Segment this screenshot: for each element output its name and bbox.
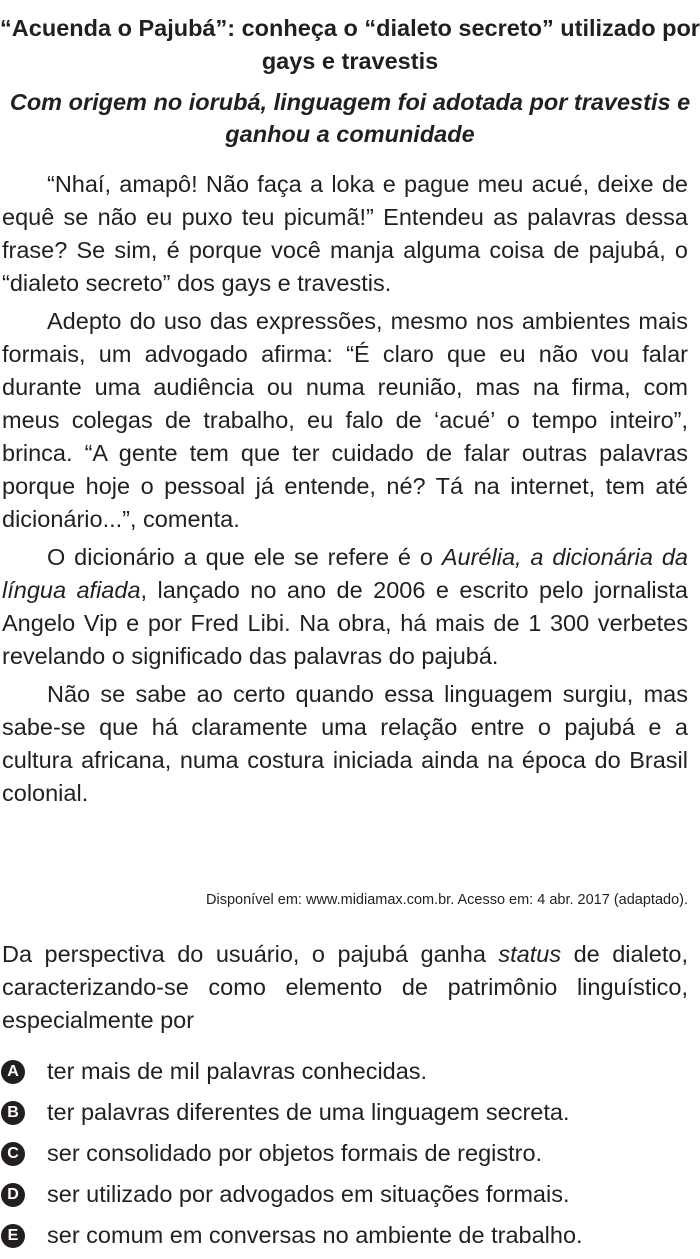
answer-option-a[interactable] xyxy=(0,1051,700,1092)
answer-option-d[interactable] xyxy=(0,1174,700,1215)
option-letter-badge: C xyxy=(1,1142,25,1166)
option-text: ser utilizado por advogados em situações formais. xyxy=(47,1181,570,1207)
question-stem xyxy=(2,938,688,1037)
option-letter-badge: A xyxy=(1,1060,25,1084)
option-text: ser comum em conversas no ambiente de trabalho. xyxy=(47,1222,583,1248)
article-paragraph-1: “Nhaí, amapô! Não faça a loka e pague meu acué, deixe de equê se não eu puxo teu picumã!” Entendeu as palavras dessa frase? Se sim, é porque você manja alguma coisa de pajubá, o “dialeto secreto” dos gays e travestis. xyxy=(2,171,688,296)
source-citation: Disponível em: www.midiamax.com.br. Acesso em: 4 abr. 2017 (adaptado). xyxy=(206,892,688,908)
paragraph-3-text-after: , lançado no ano de 2006 e escrito pelo jornalista Angelo Vip e por Fred Libi. Na obra, há mais de 1 300 verbetes revelando o significado das palavras do pajubá. xyxy=(2,577,688,669)
option-letter-badge: B xyxy=(1,1101,25,1125)
question-text-after: de dialeto, caracterizando-se como elemento de patrimônio linguístico, especialmente por xyxy=(2,941,688,1033)
paragraph-3-text-before: O dicionário a que ele se refere é o xyxy=(47,544,442,570)
answer-option-c[interactable] xyxy=(0,1133,700,1174)
dictionary-title: Aurélia, a dicionária da língua afiada xyxy=(2,544,688,603)
option-text: ser consolidado por objetos formais de registro. xyxy=(47,1140,543,1166)
article-title: “Acuenda o Pajubá”: conheça o “dialeto secreto” utilizado por gays e travestis xyxy=(0,15,700,74)
option-letter-badge: D xyxy=(1,1183,25,1207)
article-body xyxy=(2,168,688,815)
answer-option-b[interactable] xyxy=(0,1092,700,1133)
question-emphasis: status xyxy=(498,941,562,967)
answer-option-e[interactable] xyxy=(0,1215,700,1256)
article-paragraph-3 xyxy=(2,541,688,673)
answer-options xyxy=(0,1051,700,1256)
article-subtitle: Com origem no iorubá, linguagem foi adotada por travestis e ganhou a comunidade xyxy=(9,89,691,147)
article-paragraph-4: Não se sabe ao certo quando essa linguagem surgiu, mas sabe-se que há claramente uma relação entre o pajubá e a cultura africana, numa costura iniciada ainda na época do Brasil colonial. xyxy=(2,681,688,806)
option-letter-badge: E xyxy=(1,1224,25,1248)
article-paragraph-2: Adepto do uso das expressões, mesmo nos ambientes mais formais, um advogado afirma: “É claro que eu não vou falar durante uma audiência ou numa reunião, mas na firma, com meus colegas de trabalho, eu falo de ‘acué’ o tempo inteiro”, brinca. “A gente tem que ter cuidado de falar outras palavras porque hoje o pessoal já entende, né? Tá na internet, tem até dicionário...”, comenta. xyxy=(2,308,688,532)
option-text: ter mais de mil palavras conhecidas. xyxy=(47,1058,428,1084)
question-text-before: Da perspectiva do usuário, o pajubá ganha xyxy=(2,941,499,967)
option-text: ter palavras diferentes de uma linguagem secreta. xyxy=(47,1099,570,1125)
